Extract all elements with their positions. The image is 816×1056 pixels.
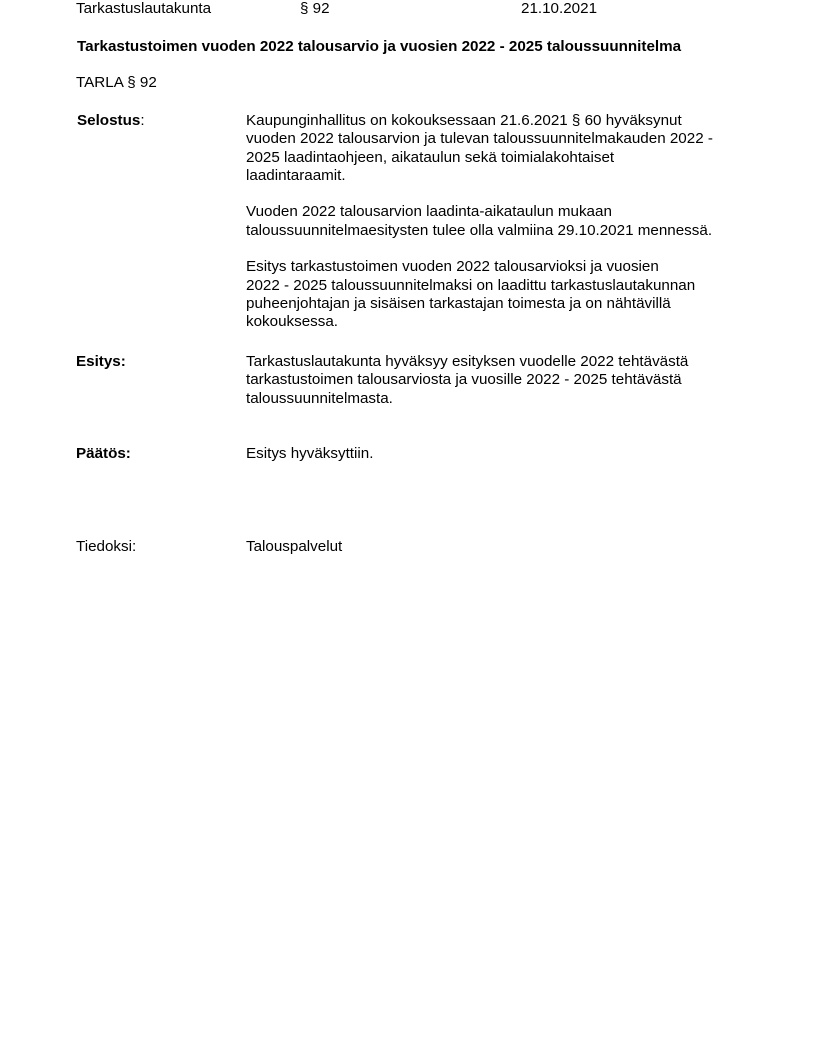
selostus-line: vuoden 2022 talousarvion ja tulevan taloussuunnitelmakauden 2022 -: [246, 130, 713, 148]
header-section: § 92: [300, 0, 330, 17]
selostus-body: [246, 112, 756, 332]
paatos-label: Päätös:: [76, 445, 131, 462]
tiedoksi-body: [246, 538, 756, 556]
selostus-paragraph: [246, 112, 756, 185]
tiedoksi-text: Talouspalvelut: [246, 538, 343, 555]
esitys-line: taloussuunnitelmasta.: [246, 389, 393, 407]
selostus-line: Esitys tarkastustoimen vuoden 2022 talousarvioksi ja vuosien: [246, 258, 659, 276]
selostus-line: Kaupunginhallitus on kokouksessaan 21.6.2021 § 60 hyväksynut: [246, 112, 682, 129]
paatos-text: Esitys hyväksyttiin.: [246, 445, 374, 462]
selostus-label-colon: :: [140, 112, 145, 129]
esitys-label: Esitys:: [76, 353, 126, 370]
esitys-line: Tarkastuslautakunta hyväksyy esityksen vuodelle 2022 tehtävästä: [246, 353, 689, 370]
selostus-line: taloussuunnitelmaesitysten tulee olla valmiina 29.10.2021 mennessä.: [246, 221, 713, 239]
esitys-body: [246, 353, 756, 408]
selostus-paragraph: [246, 258, 756, 331]
esitys-line: tarkastustoimen talousarviosta ja vuosille 2022 - 2025 tehtävästä: [246, 371, 682, 389]
selostus-paragraph: [246, 203, 756, 240]
header-date: 21.10.2021: [521, 0, 598, 17]
selostus-line: 2022 - 2025 taloussuunnitelmaksi on laadittu tarkastuslautakunnan: [246, 276, 696, 294]
selostus-label-text: Selostus: [77, 112, 141, 129]
paatos-body: [246, 445, 756, 463]
selostus-line: 2025 laadintaohjeen, aikataulun sekä toimialakohtaiset: [246, 148, 615, 166]
document-title: Tarkastustoimen vuoden 2022 talousarvio ja vuosien 2022 - 2025 taloussuunnitelma: [77, 38, 682, 55]
document-reference: TARLA § 92: [76, 74, 157, 91]
tiedoksi-label: Tiedoksi:: [76, 538, 137, 555]
selostus-line: Vuoden 2022 talousarvion laadinta-aikataulun mukaan: [246, 203, 612, 221]
selostus-line: puheenjohtajan ja sisäisen tarkastajan toimesta ja on nähtävillä: [246, 294, 671, 312]
header-committee: Tarkastuslautakunta: [76, 0, 212, 17]
selostus-line: laadintaraamit.: [246, 166, 346, 184]
selostus-line: kokouksessa.: [246, 313, 339, 331]
selostus-label: [77, 112, 145, 130]
